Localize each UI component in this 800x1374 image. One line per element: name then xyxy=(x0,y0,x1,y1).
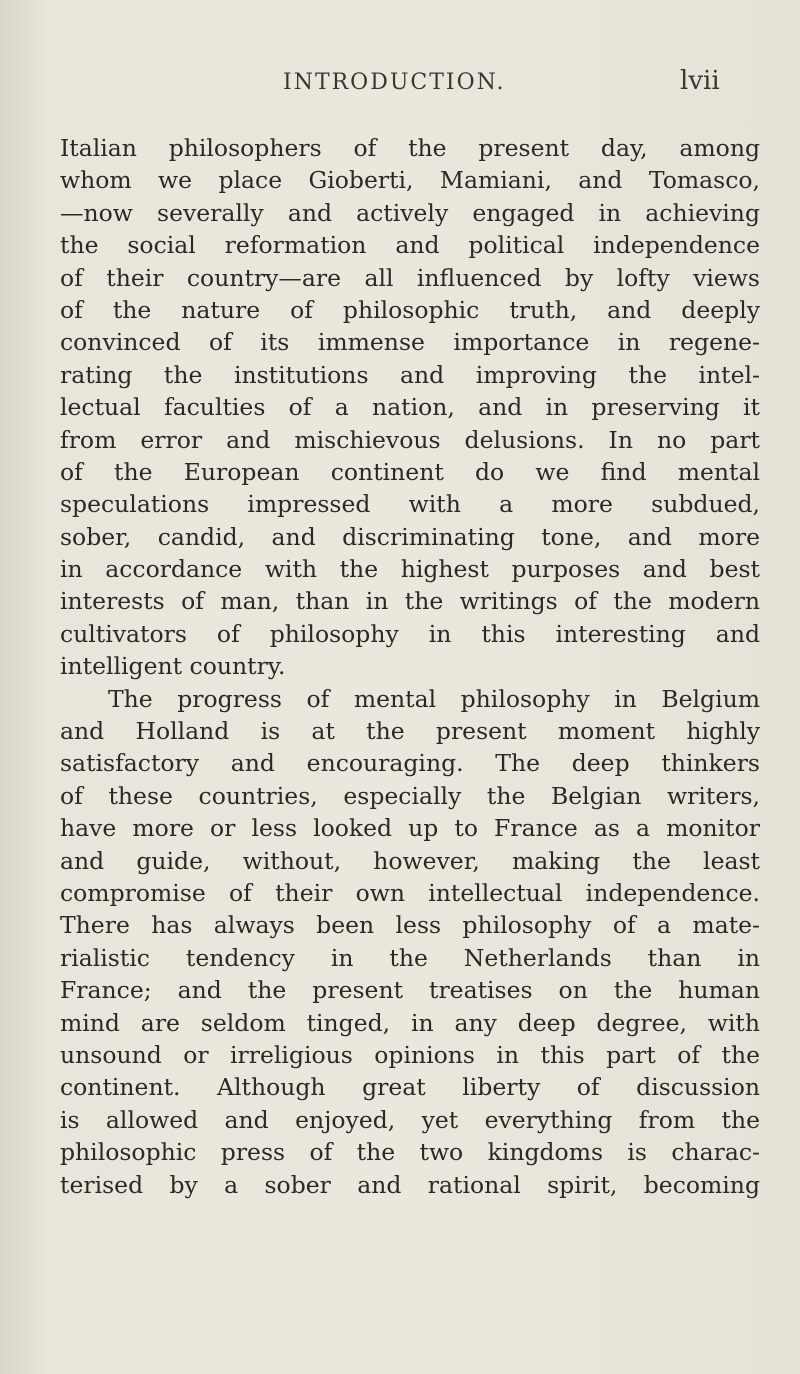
text-line: philosophic press of the two kingdoms is charac- xyxy=(60,1138,760,1167)
text-line: satisfactory and encouraging. The deep thinkers xyxy=(60,749,760,778)
text-line: terised by a sober and rational spirit, becoming xyxy=(60,1170,760,1199)
text-line: speculations impressed with a more subdued, xyxy=(60,490,760,519)
page-header xyxy=(0,64,800,104)
text-line: France; and the present treatises on the human xyxy=(60,976,760,1005)
running-head: INTRODUCTION. xyxy=(283,70,506,95)
text-line: lectual faculties of a nation, and in preserving it xyxy=(60,393,760,422)
text-line: mind are seldom tinged, in any deep degree, with xyxy=(60,1008,760,1037)
body-text xyxy=(60,132,760,1201)
text-line: is allowed and enjoyed, yet everything from the xyxy=(60,1105,760,1134)
paragraph-first-line: The progress of mental philosophy in Belgium xyxy=(108,684,760,713)
text-line: unsound or irreligious opinions in this part of the xyxy=(60,1040,760,1069)
text-line: of these countries, especially the Belgian writers, xyxy=(60,781,760,810)
text-line: convinced of its immense importance in regene- xyxy=(60,328,760,357)
text-line: of the European continent do we find mental xyxy=(60,457,760,486)
text-line: in accordance with the highest purposes and best xyxy=(60,555,760,584)
paragraph-end-line: intelligent country. xyxy=(60,652,286,681)
text-line: sober, candid, and discriminating tone, and more xyxy=(60,522,760,551)
text-line: rating the institutions and improving the intel- xyxy=(60,360,760,389)
text-line: have more or less looked up to France as a monitor xyxy=(60,814,760,843)
text-line: and Holland is at the present moment highly xyxy=(60,717,760,746)
page-number: lvii xyxy=(680,66,720,96)
text-line: interests of man, than in the writings of the modern xyxy=(60,587,760,616)
text-line: of their country—are all influenced by lofty views xyxy=(60,263,760,292)
text-line: There has always been less philosophy of a mate- xyxy=(60,911,760,940)
text-line: —now severally and actively engaged in achieving xyxy=(60,198,760,227)
text-line: compromise of their own intellectual independence. xyxy=(60,878,760,907)
text-line: rialistic tendency in the Netherlands than in xyxy=(60,943,760,972)
text-line: from error and mischievous delusions. In no part xyxy=(60,425,760,454)
text-line: and guide, without, however, making the least xyxy=(60,846,760,875)
text-line: whom we place Gioberti, Mamiani, and Tomasco, xyxy=(60,166,760,195)
text-line: the social reformation and political independence xyxy=(60,231,760,260)
text-line: continent. Although great liberty of discussion xyxy=(60,1073,760,1102)
text-line: cultivators of philosophy in this interesting and xyxy=(60,619,760,648)
text-line: of the nature of philosophic truth, and deeply xyxy=(60,295,760,324)
text-line: Italian philosophers of the present day, among xyxy=(60,134,760,162)
